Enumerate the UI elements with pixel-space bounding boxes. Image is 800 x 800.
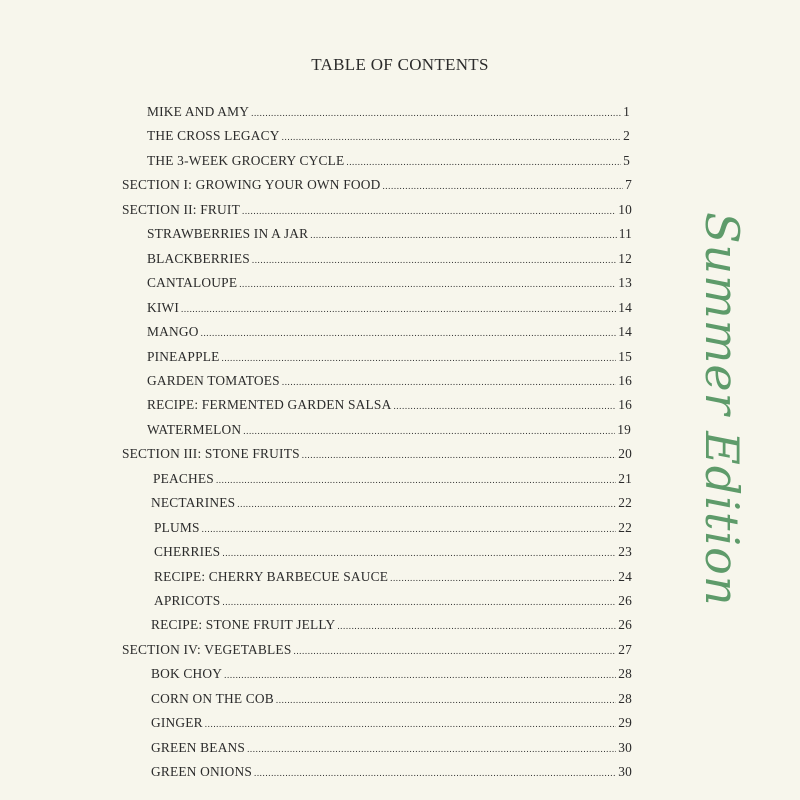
toc-entry-page: 22: [618, 519, 632, 535]
dot-leader: [205, 717, 616, 731]
dot-leader: [242, 204, 616, 218]
dot-leader: [251, 106, 621, 120]
dot-leader: [216, 473, 616, 487]
toc-entry-label: GREEN BEANS: [151, 739, 246, 755]
toc-entry[interactable]: [147, 422, 631, 442]
toc-entry-page: 21: [618, 470, 632, 486]
toc-entry[interactable]: [151, 740, 632, 760]
page-title: TABLE OF CONTENTS: [311, 55, 489, 74]
toc-entry[interactable]: [147, 300, 632, 320]
toc-entry-label: KIWI: [147, 299, 180, 315]
toc-entry[interactable]: [147, 104, 630, 124]
toc-entry-label: SECTION I: GROWING YOUR OWN FOOD: [122, 177, 381, 193]
toc-entry[interactable]: [147, 397, 632, 417]
toc-entry-page: 28: [618, 690, 632, 706]
toc-entry[interactable]: [151, 617, 632, 637]
dot-leader: [282, 375, 616, 389]
toc-entry-page: 22: [618, 495, 632, 511]
toc-entry-label: GARDEN TOMATOES: [147, 372, 280, 388]
toc-entry-page: 15: [618, 348, 632, 364]
toc-entry-page: 16: [618, 372, 632, 388]
dot-leader: [310, 228, 616, 242]
toc-entry[interactable]: [151, 666, 632, 686]
toc-entry-page: 10: [618, 201, 632, 217]
toc-entry-page: 7: [625, 177, 632, 193]
toc-entry[interactable]: [154, 544, 632, 564]
toc-entry-label: PINEAPPLE: [147, 348, 220, 364]
toc-entry-page: 26: [618, 593, 632, 608]
toc-entry-label: SECTION II: FRUIT: [122, 201, 240, 217]
dot-leader: [276, 693, 616, 707]
toc-entry-page: 20: [618, 446, 632, 462]
toc-entry[interactable]: [147, 373, 632, 393]
toc-entry[interactable]: [154, 569, 632, 589]
summer-edition-title: [690, 210, 750, 610]
toc-entry-page: 16: [618, 397, 632, 413]
dot-leader: [302, 448, 616, 462]
toc-entry[interactable]: [147, 226, 632, 246]
dot-leader: [239, 277, 616, 291]
toc-entry[interactable]: [151, 715, 632, 735]
dot-leader: [201, 326, 617, 340]
dot-leader: [181, 302, 616, 316]
toc-entry[interactable]: [154, 520, 632, 540]
dot-leader: [393, 399, 616, 413]
toc-entry[interactable]: [147, 251, 632, 271]
toc-entry-page: 24: [618, 568, 632, 584]
toc-entry-page: 30: [618, 739, 632, 755]
toc-entry-label: SECTION IV: VEGETABLES: [122, 641, 292, 657]
dot-leader: [221, 351, 616, 365]
dot-leader: [390, 571, 616, 585]
dot-leader: [222, 595, 616, 609]
toc-entry-label: MIKE AND AMY: [147, 104, 250, 119]
toc-entry-page: 23: [618, 544, 632, 560]
toc-entry-label: MANGO: [147, 324, 199, 340]
toc-entry-label: GREEN ONIONS: [151, 764, 252, 780]
summer-edition-svg: [690, 210, 750, 610]
toc-entry-label: THE 3-WEEK GROCERY CYCLE: [147, 152, 345, 168]
toc-section[interactable]: [122, 446, 632, 466]
toc-entry-page: 26: [618, 617, 632, 633]
toc-entry[interactable]: [151, 495, 632, 515]
toc-entry[interactable]: [154, 593, 632, 613]
dot-leader: [202, 522, 617, 536]
toc-entry[interactable]: [151, 691, 632, 711]
toc-entry-page: 27: [618, 641, 632, 657]
toc-entry[interactable]: [147, 153, 630, 173]
toc-entry-label: NECTARINES: [151, 495, 236, 511]
toc-entry-page: 13: [618, 275, 632, 291]
toc-entry[interactable]: [153, 471, 632, 491]
toc-entry-label: CANTALOUPE: [147, 275, 238, 291]
toc-entry-label: BLACKBERRIES: [147, 250, 250, 266]
toc-entry[interactable]: [147, 349, 632, 369]
toc-section[interactable]: [122, 177, 632, 197]
dot-leader: [224, 668, 616, 682]
dot-leader: [382, 179, 623, 193]
toc-entry-page: 11: [618, 226, 632, 242]
toc-entry-label: PLUMS: [154, 519, 200, 535]
toc-entry-label: RECIPE: CHERRY BARBECUE SAUCE: [154, 568, 389, 584]
toc-entry-page: 30: [618, 764, 632, 780]
toc-entry-page: 29: [618, 715, 632, 731]
toc-entry-page: 14: [618, 299, 632, 315]
dot-leader: [293, 644, 616, 658]
toc-entry-label: WATERMELON: [147, 421, 242, 437]
summer-edition-text: Summer Edition: [695, 212, 749, 607]
toc-entry-label: SECTION III: STONE FRUITS: [122, 446, 300, 462]
dot-leader: [247, 742, 616, 756]
toc-entry-label: RECIPE: STONE FRUIT JELLY: [151, 617, 336, 633]
toc-entry-page: 19: [617, 421, 631, 437]
toc-section[interactable]: [122, 642, 632, 662]
toc-entry-page: 14: [618, 324, 632, 340]
toc-entry[interactable]: [147, 128, 630, 148]
toc-entry-label: RECIPE: FERMENTED GARDEN SALSA: [147, 397, 392, 413]
toc-entry-label: BOK CHOY: [151, 666, 223, 682]
toc-entry-page: 5: [623, 152, 630, 168]
toc-entry-page: 12: [618, 250, 632, 266]
toc-entry-page: 1: [623, 104, 630, 119]
toc-entry-label: THE CROSS LEGACY: [147, 128, 280, 144]
toc-section[interactable]: [122, 202, 632, 222]
toc-entry-label: PEACHES: [153, 470, 214, 486]
toc-entry-page: 28: [618, 666, 632, 682]
dot-leader: [222, 546, 616, 560]
dot-leader: [243, 424, 615, 438]
toc-entry-label: GINGER: [151, 715, 203, 731]
toc-entry-label: APRICOTS: [154, 593, 221, 608]
toc-entry-label: CHERRIES: [154, 544, 221, 560]
dot-leader: [252, 253, 616, 267]
dot-leader: [237, 497, 616, 511]
toc-entry-label: STRAWBERRIES IN A JAR: [147, 226, 309, 242]
toc-entry[interactable]: [147, 324, 632, 344]
dot-leader: [282, 130, 621, 144]
toc-entry-label: CORN ON THE COB: [151, 690, 274, 706]
toc-entry[interactable]: [151, 764, 632, 784]
dot-leader: [346, 155, 621, 169]
dot-leader: [337, 619, 616, 633]
toc-entry-page: 2: [623, 128, 630, 144]
dot-leader: [254, 766, 616, 780]
toc-entry[interactable]: [147, 275, 632, 295]
